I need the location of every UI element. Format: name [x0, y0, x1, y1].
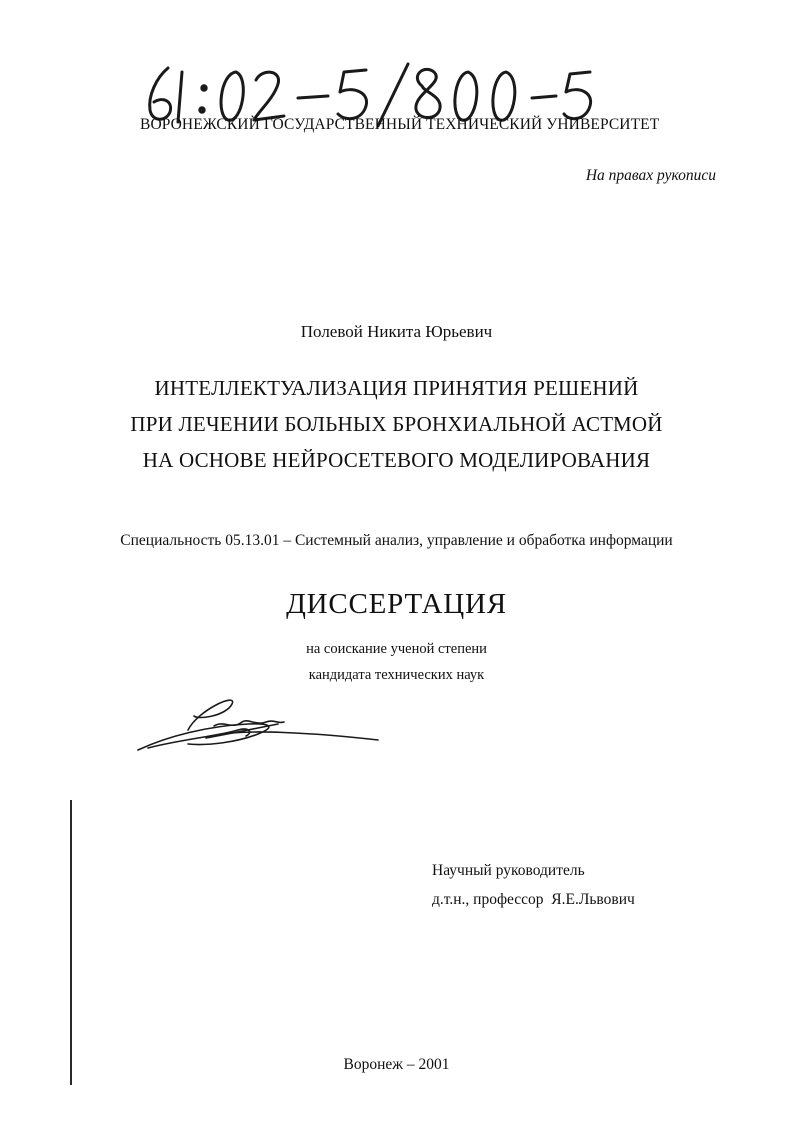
scan-margin-line [70, 800, 72, 1085]
specialty-line: Специальность 05.13.01 – Системный анализ, управление и обработка информации [120, 532, 673, 549]
title-line-3: НА ОСНОВЕ НЕЙРОСЕТЕВОГО МОДЕЛИРОВАНИЯ [142, 448, 651, 472]
degree-line-1: на соискание ученой степени [306, 641, 487, 657]
city-year: Воронеж – 2001 [343, 1056, 450, 1073]
university-name: ВОРОНЕЖСКИЙ ГОСУДАРСТВЕННЫЙ ТЕХНИЧЕСКИЙ УНИВЕРСИТЕТ [140, 116, 660, 133]
degree-line-2: кандидата технических наук [308, 667, 485, 683]
title-line-2: ПРИ ЛЕЧЕНИИ БОЛЬНЫХ БРОНХИАЛЬНОЙ АСТМОЙ [130, 412, 663, 436]
title-line-1: ИНТЕЛЛЕКТУАЛИЗАЦИЯ ПРИНЯТИЯ РЕШЕНИЙ [154, 376, 639, 400]
author-name: Полевой Никита Юрьевич [300, 322, 493, 341]
advisor-label: Научный руководитель [432, 862, 585, 879]
dissertation-title [0, 370, 793, 478]
signature [128, 690, 388, 770]
work-type-heading: ДИССЕРТАЦИЯ [286, 588, 507, 620]
manuscript-rights-note: На правах рукописи [585, 167, 716, 184]
advisor-name: д.т.н., профессор Я.Е.Львович [432, 891, 635, 908]
